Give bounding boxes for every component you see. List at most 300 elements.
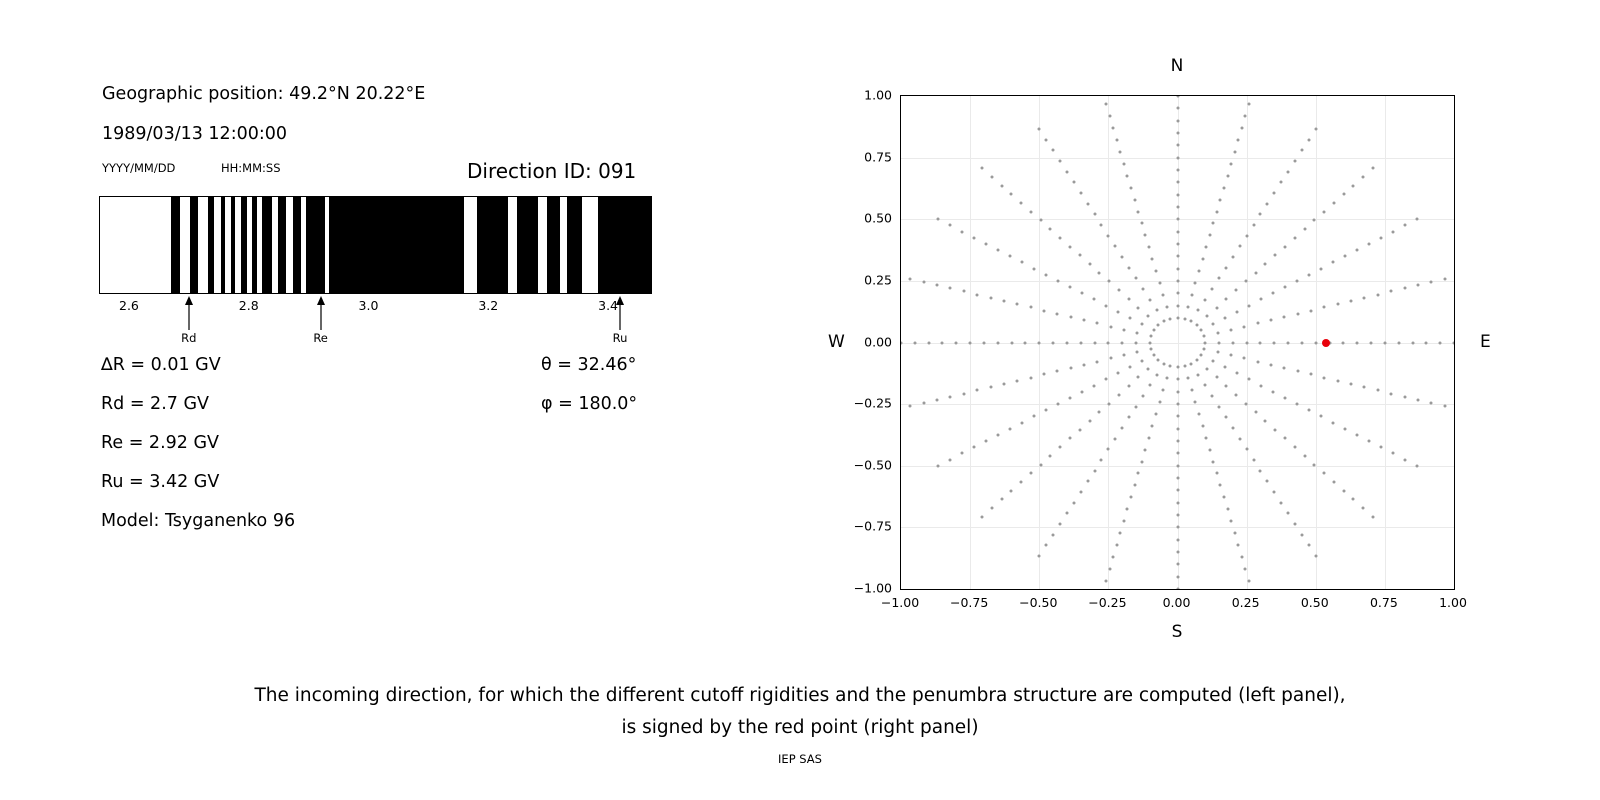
sky-direction-point: [1313, 219, 1316, 222]
sky-direction-point: [1287, 512, 1290, 515]
sky-direction-point: [976, 389, 979, 392]
sky-direction-point: [1044, 273, 1047, 276]
sky-direction-point: [1443, 277, 1446, 280]
sky-direction-point: [996, 341, 999, 344]
rigidity-marker-label: Re: [313, 331, 328, 345]
sky-direction-point: [941, 341, 944, 344]
sky-direction-point: [1049, 454, 1052, 457]
sky-direction-point: [1203, 347, 1206, 350]
sky-direction-point: [1136, 331, 1139, 334]
sky-direction-point: [1294, 522, 1297, 525]
sky-direction-point: [1235, 393, 1238, 396]
sky-direction-point: [1224, 316, 1227, 319]
sky-direction-point: [1056, 370, 1059, 373]
theta-value: θ = 32.46°: [541, 355, 637, 375]
sky-direction-point: [1342, 489, 1345, 492]
sky-direction-point: [1127, 297, 1130, 300]
sky-direction-point: [990, 175, 993, 178]
sky-direction-point: [1072, 181, 1075, 184]
penumbra-band: [293, 197, 301, 293]
sky-direction-point: [1416, 284, 1419, 287]
sky-direction-point: [1128, 366, 1131, 369]
sky-direction-point: [1065, 512, 1068, 515]
sky-direction-point: [1176, 316, 1179, 319]
sky-direction-point: [1176, 156, 1179, 159]
sky-direction-point: [1293, 236, 1296, 239]
sky-direction-point: [1344, 255, 1347, 258]
rigidity-marker-label: Rd: [181, 331, 197, 345]
sky-direction-point: [1260, 298, 1263, 301]
sky-direction-point: [1272, 390, 1275, 393]
sky-direction-point: [1156, 324, 1159, 327]
sky-direction-point: [1300, 533, 1303, 536]
sky-direction-point: [1128, 416, 1131, 419]
sky-direction-point: [1141, 288, 1144, 291]
sky-direction-point: [1225, 385, 1228, 388]
sky-direction-point: [1032, 415, 1035, 418]
sky-direction-point: [1308, 273, 1311, 276]
sky-direction-point: [1390, 392, 1393, 395]
sky-direction-point: [1086, 202, 1089, 205]
sky-direction-point: [1010, 489, 1013, 492]
penumbra-band: [306, 197, 325, 293]
sky-direction-point: [1162, 362, 1165, 365]
sky-direction-point: [1065, 170, 1068, 173]
selected-direction-point[interactable]: [1322, 339, 1330, 347]
x-axis-tick-label: 0.75: [1369, 595, 1398, 610]
sky-direction-point: [1137, 376, 1140, 379]
sky-direction-point: [1283, 315, 1286, 318]
sky-direction-point: [1038, 341, 1041, 344]
sky-direction-point: [962, 290, 965, 293]
sky-direction-point: [1176, 563, 1179, 566]
sky-direction-point: [1112, 127, 1115, 130]
sky-direction-point: [1152, 353, 1155, 356]
sky-direction-point: [1211, 394, 1214, 397]
y-axis-tick-label: −1.00: [853, 580, 892, 596]
sky-direction-point: [1056, 279, 1059, 282]
sky-direction-point: [1307, 544, 1310, 547]
sky-direction-point: [1356, 433, 1359, 436]
sky-direction-point: [1226, 508, 1229, 511]
sky-direction-point: [1243, 357, 1246, 360]
sky-direction-point: [1158, 281, 1161, 284]
sky-direction-point: [1176, 107, 1179, 110]
sky-direction-point: [1176, 514, 1179, 517]
sky-direction-point: [1397, 341, 1400, 344]
sky-direction-point: [1121, 341, 1124, 344]
sky-direction-point: [960, 452, 963, 455]
sky-direction-point: [1129, 186, 1132, 189]
sky-direction-point: [1093, 341, 1096, 344]
sky-direction-point: [1176, 452, 1179, 455]
sky-direction-point: [1233, 151, 1236, 154]
sky-direction-point: [1093, 213, 1096, 216]
sky-direction-point: [1215, 210, 1218, 213]
sky-direction-point: [1370, 341, 1373, 344]
sky-direction-point: [1245, 341, 1248, 344]
sky-direction-point: [909, 277, 912, 280]
sky-direction-point: [1201, 424, 1204, 427]
sky-direction-point: [1176, 440, 1179, 443]
sky-direction-point: [1284, 286, 1287, 289]
arrow-up-icon: [183, 296, 195, 330]
sky-direction-point: [1380, 446, 1383, 449]
sky-direction-point: [1104, 103, 1107, 106]
sky-direction-point: [1155, 309, 1158, 312]
sky-direction-point: [1135, 277, 1138, 280]
y-axis-tick-label: 0.25: [864, 272, 892, 288]
sky-direction-point: [1243, 325, 1246, 328]
sky-direction-point: [1314, 128, 1317, 131]
sky-direction-point: [1266, 480, 1269, 483]
sky-direction-point: [1096, 360, 1099, 363]
sky-direction-point: [1235, 289, 1238, 292]
sky-direction-point: [1231, 256, 1234, 259]
sky-direction-point: [909, 405, 912, 408]
sky-direction-point: [1244, 402, 1247, 405]
sky-direction-point: [1042, 309, 1045, 312]
sky-direction-point: [1224, 416, 1227, 419]
sky-direction-point: [1129, 496, 1132, 499]
sky-direction-point: [1029, 472, 1032, 475]
sky-direction-point: [1332, 261, 1335, 264]
sky-direction-point: [1215, 472, 1218, 475]
rigidity-marker: [291, 296, 351, 345]
sky-direction-point: [1039, 219, 1042, 222]
sky-direction-point: [1211, 288, 1214, 291]
sky-direction-point: [949, 458, 952, 461]
sky-direction-point: [1208, 448, 1211, 451]
sky-direction-point: [913, 341, 916, 344]
sky-direction-point: [1049, 228, 1052, 231]
sky-direction-point: [1296, 403, 1299, 406]
sky-direction-point: [1000, 184, 1003, 187]
sky-direction-point: [1284, 245, 1287, 248]
sky-direction-point: [1088, 263, 1091, 266]
sky-direction-point: [1411, 341, 1414, 344]
sky-direction-point: [1162, 293, 1165, 296]
sky-direction-point: [1117, 393, 1120, 396]
sky-direction-point: [1080, 390, 1083, 393]
x-axis-tick-label: 0.50: [1300, 595, 1329, 610]
sky-direction-point: [922, 280, 925, 283]
sky-direction-point: [1244, 280, 1247, 283]
x-axis-tick-label: −1.00: [880, 595, 920, 610]
sky-direction-point: [1308, 409, 1311, 412]
rigidity-marker-label: Ru: [612, 331, 628, 345]
sky-direction-point: [1104, 579, 1107, 582]
sky-direction-point: [1190, 362, 1193, 365]
sky-direction-point: [1363, 386, 1366, 389]
sky-direction-point: [1187, 305, 1190, 308]
sky-direction-point: [1128, 266, 1131, 269]
penumbra-axis-tick: 3.2: [478, 298, 499, 313]
sky-direction-point: [1098, 411, 1101, 414]
sky-direction-point: [1038, 554, 1041, 557]
sky-direction-point: [1108, 567, 1111, 570]
sky-direction-point: [1280, 181, 1283, 184]
sky-direction-point: [1155, 412, 1158, 415]
sky-direction-point: [949, 395, 952, 398]
sky-direction-point: [1217, 277, 1220, 280]
sky-direction-point: [1116, 372, 1119, 375]
sky-direction-point: [1086, 480, 1089, 483]
sky-direction-point: [1273, 341, 1276, 344]
sky-direction-point: [1059, 446, 1062, 449]
sky-direction-point: [1169, 317, 1172, 320]
sky-direction-point: [1122, 162, 1125, 165]
sky-direction-point: [1323, 472, 1326, 475]
x-axis-tick-label: 1.00: [1439, 595, 1467, 610]
sky-direction-point: [1225, 297, 1228, 300]
sky-direction-point: [1016, 303, 1019, 306]
sky-direction-point: [1248, 378, 1251, 381]
sky-direction-point: [1092, 384, 1095, 387]
sky-direction-point: [1244, 115, 1247, 118]
sky-direction-point: [976, 293, 979, 296]
sky-direction-point: [1256, 360, 1259, 363]
sky-direction-point: [1116, 310, 1119, 313]
sky-direction-point: [1244, 567, 1247, 570]
sky-direction-point: [1296, 312, 1299, 315]
sky-direction-point: [1259, 213, 1262, 216]
sky-direction-point: [1176, 403, 1179, 406]
sky-direction-point: [1362, 507, 1365, 510]
sky-direction-point: [1350, 382, 1353, 385]
sky-direction-point: [1137, 472, 1140, 475]
sky-direction-point: [1200, 353, 1203, 356]
sky-direction-point: [1223, 496, 1226, 499]
penumbra-band: [262, 197, 273, 293]
sky-direction-point: [1259, 341, 1262, 344]
sky-direction-point: [1215, 376, 1218, 379]
sky-direction-point: [989, 386, 992, 389]
y-axis-tick-label: 0.00: [864, 334, 892, 349]
sky-direction-point: [1176, 255, 1179, 258]
model-value: Model: Tsyganenko 96: [101, 511, 296, 531]
sky-direction-point: [1280, 501, 1283, 504]
sky-direction-point: [1240, 127, 1243, 130]
sky-direction-point: [1128, 316, 1131, 319]
sky-direction-point: [1336, 379, 1339, 382]
sky-direction-point: [1284, 396, 1287, 399]
sky-direction-point: [1155, 373, 1158, 376]
compass-label-south: S: [1171, 622, 1183, 642]
sky-direction-point: [1147, 315, 1150, 318]
sky-direction-point: [1254, 271, 1257, 274]
figure-caption: [0, 680, 1600, 744]
sky-direction-point: [1052, 341, 1055, 344]
sky-direction-point: [1078, 254, 1081, 257]
sky-direction-point: [1300, 149, 1303, 152]
sky-direction-point: [1237, 543, 1240, 546]
sky-direction-point: [1238, 245, 1241, 248]
sky-direction-point: [1303, 228, 1306, 231]
sky-direction-point: [1135, 341, 1138, 344]
sky-direction-point: [1068, 286, 1071, 289]
sky-direction-point: [1176, 538, 1179, 541]
sky-direction-point: [1274, 254, 1277, 257]
sky-direction-point: [1176, 242, 1179, 245]
sky-direction-point: [1151, 424, 1154, 427]
sky-direction-point: [900, 341, 903, 344]
sky-direction-point: [1266, 202, 1269, 205]
sky-direction-point: [1045, 138, 1048, 141]
sky-direction-point: [1104, 304, 1107, 307]
sky-direction-point: [1108, 115, 1111, 118]
sky-direction-point: [1107, 234, 1110, 237]
sky-direction-point: [980, 167, 983, 170]
sky-direction-point: [1080, 292, 1083, 295]
sky-direction-point: [922, 402, 925, 405]
sky-direction-point: [1248, 579, 1251, 582]
sky-direction-point: [1196, 324, 1199, 327]
sky-direction-point: [1176, 131, 1179, 134]
sky-direction-point: [1252, 224, 1255, 227]
sky-direction-point: [1194, 401, 1197, 404]
delta-r-value: ∆R = 0.01 GV: [101, 355, 221, 375]
sky-direction-point: [1310, 373, 1313, 376]
sky-direction-point: [1215, 306, 1218, 309]
penumbra-band: [598, 197, 651, 293]
sky-direction-point: [1020, 480, 1023, 483]
sky-direction-point: [1052, 149, 1055, 152]
sky-direction-point: [1224, 266, 1227, 269]
sky-direction-point: [1032, 267, 1035, 270]
sky-direction-point: [1148, 384, 1151, 387]
sky-direction-point: [1403, 287, 1406, 290]
sky-direction-point: [1109, 325, 1112, 328]
sky-direction-point: [1059, 236, 1062, 239]
sky-direction-point: [1140, 222, 1143, 225]
sky-direction-point: [1254, 411, 1257, 414]
sky-direction-point: [1363, 296, 1366, 299]
sky-direction-point: [1176, 575, 1179, 578]
sky-direction-point: [936, 284, 939, 287]
sky-direction-point: [1362, 175, 1365, 178]
sky-direction-point: [1029, 306, 1032, 309]
sky-direction-point: [1176, 378, 1179, 381]
compass-label-west: W: [828, 332, 845, 352]
sky-direction-point: [1453, 341, 1456, 344]
sky-direction-point: [1112, 555, 1115, 558]
sky-direction-point: [1212, 222, 1215, 225]
sky-direction-point: [1176, 415, 1179, 418]
sky-direction-point: [1029, 376, 1032, 379]
penumbra-band: [278, 197, 286, 293]
sky-direction-point: [1194, 281, 1197, 284]
direction-id-label: Direction ID: 091: [467, 159, 637, 183]
sky-direction-point: [1332, 421, 1335, 424]
sky-direction-point: [955, 341, 958, 344]
sky-direction-point: [1323, 376, 1326, 379]
x-axis-tick-label: −0.50: [1019, 595, 1058, 610]
sky-direction-point: [1356, 341, 1359, 344]
sky-direction-point: [1415, 464, 1418, 467]
sky-direction-point: [1010, 193, 1013, 196]
sky-direction-point: [1229, 328, 1232, 331]
sky-direction-point: [1248, 103, 1251, 106]
sky-direction-point: [1079, 341, 1082, 344]
sky-direction-point: [1052, 533, 1055, 536]
sky-direction-point: [1176, 366, 1179, 369]
sky-direction-point: [1127, 385, 1130, 388]
penumbra-band: [517, 197, 538, 293]
sky-direction-point: [1273, 490, 1276, 493]
sky-direction-point: [1252, 458, 1255, 461]
sky-direction-point: [1287, 170, 1290, 173]
sky-direction-point: [1231, 426, 1234, 429]
sky-direction-point: [1383, 341, 1386, 344]
sky-direction-point: [1098, 271, 1101, 274]
sky-direction-point: [1237, 139, 1240, 142]
sky-direction-point: [1200, 329, 1203, 332]
sky-direction-point: [989, 296, 992, 299]
sky-direction-point: [1392, 230, 1395, 233]
sky-direction-point: [1223, 186, 1226, 189]
sky-direction-point: [1176, 588, 1179, 591]
sky-direction-point: [1284, 437, 1287, 440]
sky-direction-point: [1320, 267, 1323, 270]
sky-direction-point: [1176, 193, 1179, 196]
sky-direction-point: [982, 341, 985, 344]
sky-direction-point: [1313, 463, 1316, 466]
sky-direction-point: [1008, 255, 1011, 258]
y-axis-tick-label: −0.50: [853, 457, 892, 473]
sky-direction-point: [990, 507, 993, 510]
sky-direction-point: [1205, 246, 1208, 249]
sky-direction-point: [1226, 174, 1229, 177]
sky-direction-point: [1155, 270, 1158, 273]
arrow-up-icon: [614, 296, 626, 330]
sky-direction-point: [1020, 261, 1023, 264]
sky-direction-point: [1201, 258, 1204, 261]
sky-direction-point: [1176, 205, 1179, 208]
sky-direction-point: [1236, 372, 1239, 375]
sky-direction-point: [1216, 351, 1219, 354]
sky-direction-point: [980, 515, 983, 518]
sky-direction-point: [1236, 310, 1239, 313]
sky-direction-point: [1176, 279, 1179, 282]
sky-direction-point: [1356, 249, 1359, 252]
sky-direction-point: [1240, 555, 1243, 558]
sky-direction-point: [960, 230, 963, 233]
sky-direction-point: [1038, 128, 1041, 131]
sky-direction-point: [1065, 341, 1068, 344]
sky-direction-point: [1176, 292, 1179, 295]
sky-direction-point: [1119, 151, 1122, 154]
penumbra-band: [221, 197, 225, 293]
sky-direction-point: [1314, 341, 1317, 344]
sky-direction-point: [1144, 234, 1147, 237]
sky-direction-point: [996, 249, 999, 252]
sky-direction-point: [1100, 458, 1103, 461]
sky-direction-point: [1056, 312, 1059, 315]
penumbra-axis-tick: 2.6: [118, 298, 139, 313]
sky-direction-point: [1137, 210, 1140, 213]
sky-direction-point: [1272, 292, 1275, 295]
sky-direction-point: [1376, 293, 1379, 296]
sky-direction-point: [1162, 389, 1165, 392]
sky-direction-point: [1083, 363, 1086, 366]
y-axis-tick-label: −0.25: [853, 395, 892, 411]
rigidity-marker: [590, 296, 650, 345]
penumbra-band: [547, 197, 560, 293]
right-panel: [780, 0, 1600, 660]
time-format-hint: HH:MM:SS: [221, 161, 281, 175]
penumbra-band: [171, 197, 180, 293]
